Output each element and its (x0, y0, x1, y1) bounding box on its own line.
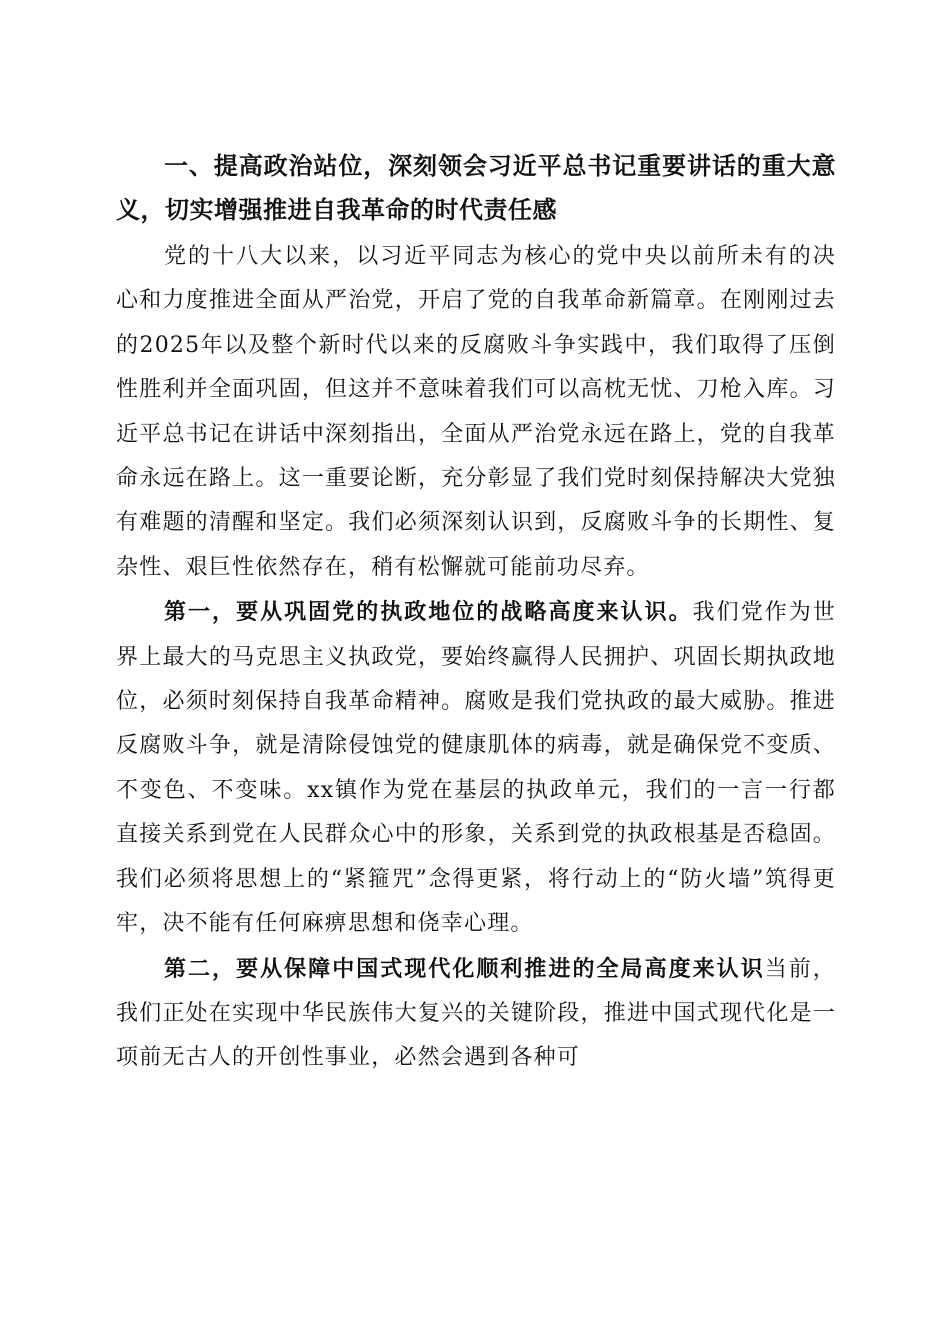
paragraph-lead: 第一，要从巩固党的执政地位的战略高度来认识。 (164, 599, 693, 626)
document-body (116, 144, 836, 1081)
paragraph-text: 当前，我们正处在实现中华民族伟大复兴的关键阶段，推进中国式现代化是一项前无古人的开创性事业，必然会遇到各种可 (116, 956, 836, 1071)
paragraph-first-point (116, 590, 836, 946)
section-heading: 一、提高政治站位，深刻领会习近平总书记重要讲话的重大意义，切实增强推进自我革命的时代责任感 (116, 152, 836, 224)
paragraph-second-point (116, 947, 836, 1081)
paragraph-text: 我们党作为世界上最大的马克思主义执政党，要始终赢得人民拥护、巩固长期执政地位，必须时刻保持自我革命精神。腐败是我们党执政的最大威胁。推进反腐败斗争，就是清除侵蚀党的健康肌体的病毒，就是确保党不变质、不变色、不变味。xx镇作为党在基层的执政单元，我们的一言一行都直接关系到党在人民群众心中的形象，关系到党的执政根基是否稳固。我们必须将思想上的“紧箍咒”念得更紧，将行动上的“防火墙”筑得更牢，决不能有任何麻痹思想和侥幸心理。 (116, 600, 837, 937)
paragraph-lead: 第二，要从保障中国式现代化顺利推进的全局高度来认识 (164, 955, 765, 982)
paragraph-intro (116, 234, 836, 590)
paragraph-text: 党的十八大以来，以习近平同志为核心的党中央以前所未有的决心和力度推进全面从严治党，开启了党的自我革命新篇章。在刚刚过去的2025年以及整个新时代以来的反腐败斗争实践中，我们取得了压倒性胜利并全面巩固，但这并不意味着我们可以高枕无忧、刀枪入库。习近平总书记在讲话中深刻指出，全面从严治党永远在路上，党的自我革命永远在路上。这一重要论断，充分彰显了我们党时刻保持解决大党独有难题的清醒和坚定。我们必须深刻认识到，反腐败斗争的长期性、复杂性、艰巨性依然存在，稍有松懈就可能前功尽弃。 (116, 244, 836, 580)
